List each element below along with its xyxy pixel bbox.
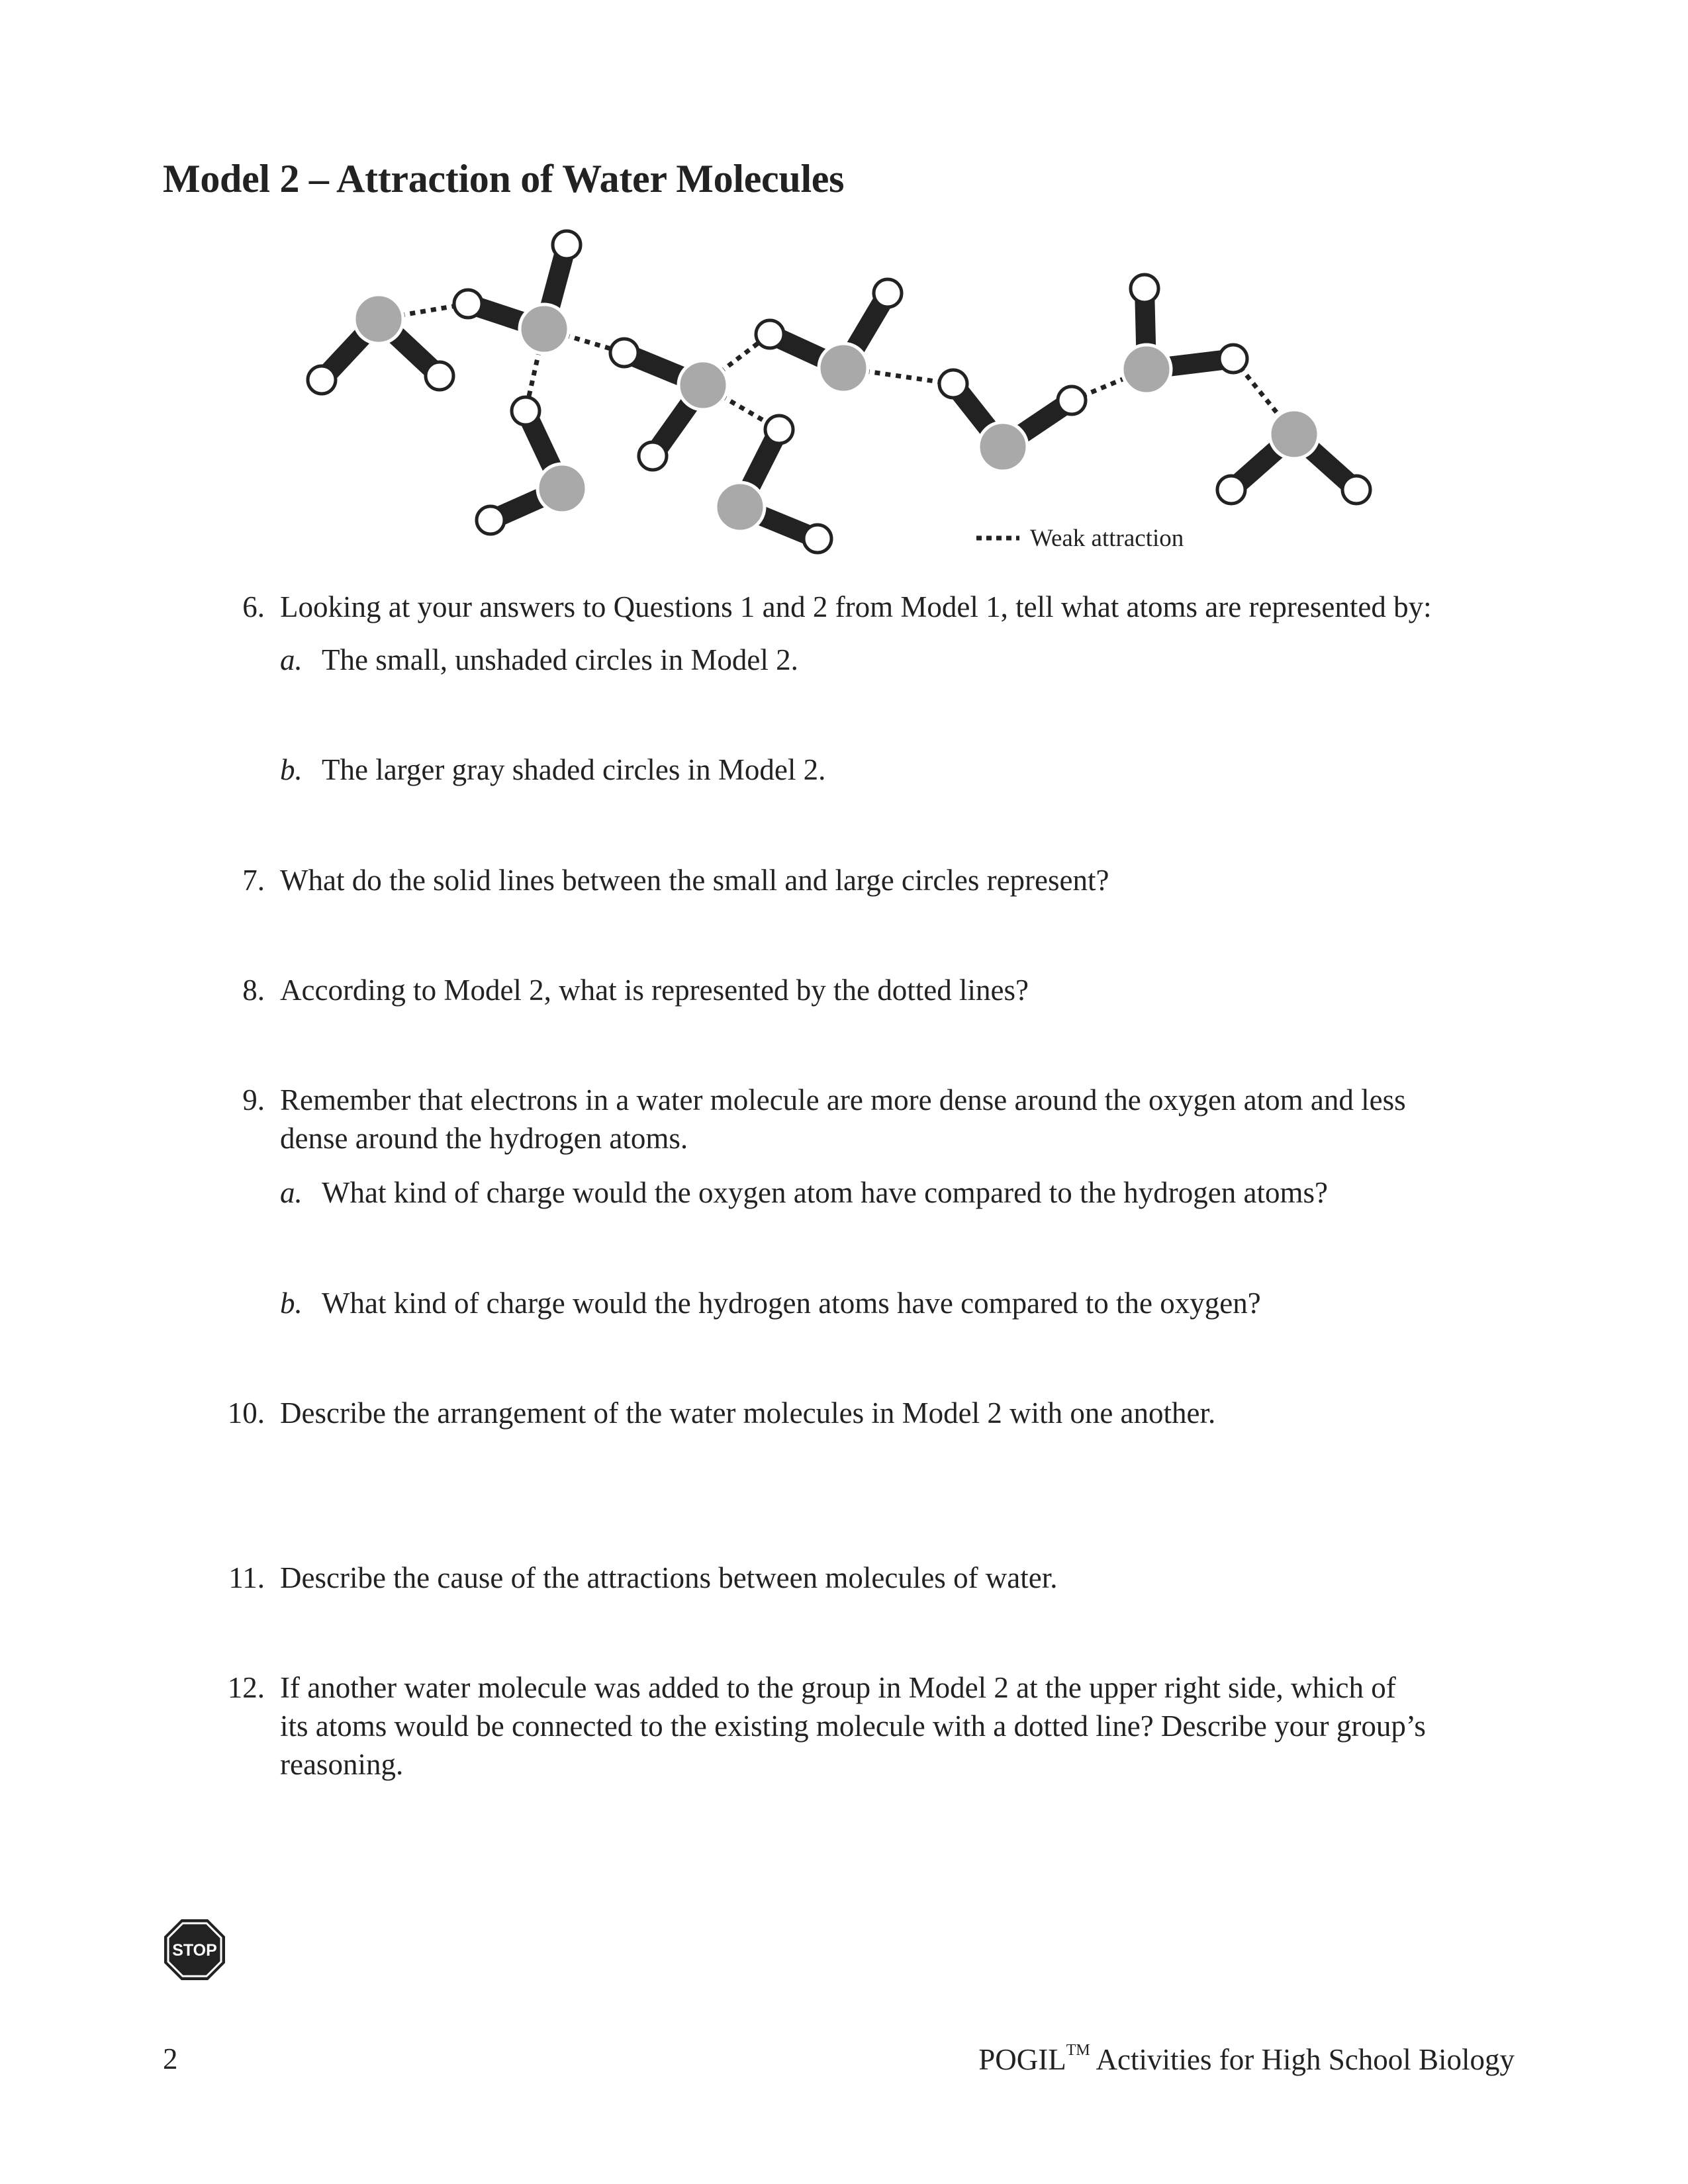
sub-text: What kind of charge would the hydrogen atoms have compared to the oxygen?	[322, 1287, 1261, 1320]
oxygen-atoms	[354, 295, 1319, 531]
stop-label: STOP	[172, 1941, 217, 1960]
question-text-line2: its atoms would be connected to the existing molecule with a dotted line? Describe your group’s	[280, 1709, 1426, 1743]
question-text: According to Model 2, what is represented by the dotted lines?	[280, 974, 1029, 1007]
question-text-line3: reasoning.	[280, 1748, 404, 1781]
sub-letter: a.	[280, 643, 303, 676]
hydrogen-atom	[1217, 476, 1245, 504]
question-number: 12.	[227, 1671, 265, 1704]
question-number: 8.	[242, 974, 265, 1007]
hydrogen-atom	[639, 442, 667, 470]
sub-letter: a.	[280, 1176, 303, 1209]
question-number: 9.	[242, 1083, 265, 1116]
oxygen-atom	[716, 482, 765, 531]
hydrogen-atom	[1342, 476, 1370, 504]
question-text: Describe the cause of the attractions between molecules of water.	[280, 1561, 1058, 1594]
question-number: 10.	[227, 1396, 265, 1430]
question-text: What do the solid lines between the small and large circles represent?	[280, 864, 1109, 897]
page-title: Model 2 – Attraction of Water Molecules	[163, 157, 845, 201]
legend-label: Weak attraction	[1030, 525, 1184, 552]
oxygen-atom	[1122, 345, 1171, 394]
oxygen-atom	[538, 464, 586, 513]
question-number: 11.	[228, 1561, 265, 1594]
sub-text: The small, unshaded circles in Model 2.	[322, 643, 798, 676]
footer-pogil: POGIL	[978, 2043, 1066, 2076]
hydrogen-atom	[477, 506, 504, 534]
hydrogen-atom	[765, 416, 793, 443]
hydrogen-atom	[874, 279, 902, 307]
oxygen-atom	[1270, 410, 1319, 459]
hydrogen-atom	[308, 366, 336, 394]
hydrogen-atom	[610, 339, 638, 367]
footer-trademark: TM	[1066, 2042, 1090, 2059]
hydrogen-atom	[939, 370, 967, 398]
footer-page-number: 2	[163, 2042, 178, 2075]
hydrogen-atom	[454, 290, 482, 318]
question-text: If another water molecule was added to the group in Model 2 at the upper right side, which of	[280, 1671, 1396, 1704]
sub-letter: b.	[280, 1287, 303, 1320]
sub-letter: b.	[280, 753, 303, 786]
oxygen-atom	[978, 422, 1027, 471]
hydrogen-atom	[426, 362, 453, 390]
hydrogen-atom	[1219, 345, 1247, 373]
hydrogen-atom	[1131, 275, 1158, 302]
stop-sign-icon	[163, 1918, 226, 1981]
hydrogen-atom	[512, 397, 539, 425]
hydrogen-atom	[756, 320, 784, 348]
footer-book-title	[978, 2042, 1515, 2077]
sub-text: What kind of charge would the oxygen atom have compared to the hydrogen atoms?	[322, 1176, 1328, 1209]
hydrogen-atom	[1058, 387, 1086, 414]
hydrogen-atom	[553, 231, 581, 259]
footer-title-rest: Activities for High School Biology	[1090, 2043, 1515, 2076]
water-molecules-diagram	[0, 0, 1688, 596]
oxygen-atom	[679, 361, 727, 410]
question-text: Remember that electrons in a water molecule are more dense around the oxygen atom and less	[280, 1083, 1406, 1116]
oxygen-atom	[354, 295, 403, 343]
question-text: Looking at your answers to Questions 1 and 2 from Model 1, tell what atoms are represented by:	[280, 590, 1432, 623]
question-text-line2: dense around the hydrogen atoms.	[280, 1122, 688, 1155]
question-number: 7.	[242, 864, 265, 897]
oxygen-atom	[520, 304, 569, 353]
sub-text: The larger gray shaded circles in Model 2.	[322, 753, 826, 786]
question-number: 6.	[242, 590, 265, 623]
oxygen-atom	[819, 343, 868, 392]
hydrogen-atom	[804, 525, 831, 553]
question-text: Describe the arrangement of the water molecules in Model 2 with one another.	[280, 1396, 1216, 1430]
